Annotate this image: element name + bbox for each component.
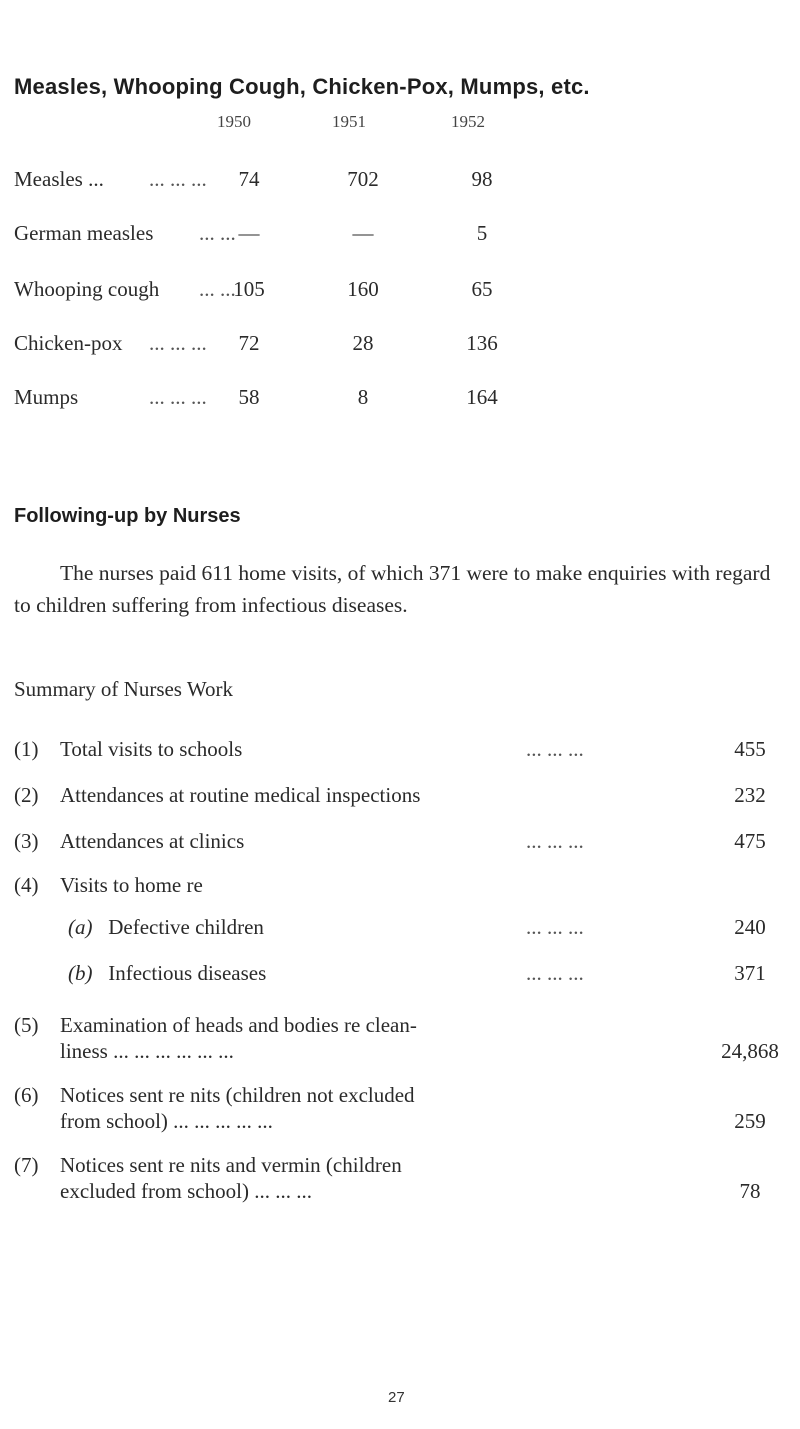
summary-heading: Summary of Nurses Work <box>14 677 233 701</box>
leader-dots: ... ... <box>199 221 236 245</box>
year-header-1952: 1952 <box>451 112 485 131</box>
leader-dots: ... ... ... <box>526 737 584 761</box>
item-value: 455 <box>734 737 766 761</box>
item-value: 371 <box>734 961 766 985</box>
page-number: 27 <box>388 1389 405 1406</box>
item-label: Examination of heads and bodies re clean- <box>60 1013 417 1037</box>
leader-dots: ... ... ... <box>526 829 584 853</box>
item-label: Total visits to schools <box>60 737 243 761</box>
sub-item-letter: (b) <box>68 961 93 985</box>
value-1951: 702 <box>347 167 379 191</box>
value-1951: 160 <box>347 277 379 301</box>
table-row <box>14 385 794 415</box>
value-1950: 105 <box>233 277 265 301</box>
disease-label: Whooping cough <box>14 277 160 301</box>
sub-item <box>68 915 264 940</box>
value-1952: 5 <box>476 221 488 245</box>
disease-label: German measles <box>14 221 154 245</box>
item-label: Attendances at clinics <box>60 829 245 853</box>
sub-item-label: Infectious diseases <box>108 961 267 985</box>
item-label-continued: liness ... ... ... ... ... ... <box>60 1039 234 1063</box>
value-1952: 65 <box>471 277 493 301</box>
item-label: Visits to home re <box>60 873 203 897</box>
item-label-continued: from school) ... ... ... ... ... <box>60 1109 273 1133</box>
item-value: 24,868 <box>721 1039 779 1063</box>
item-value: 232 <box>734 783 766 807</box>
table-row <box>14 167 794 197</box>
value-1950: 58 <box>238 385 260 409</box>
value-1951: 28 <box>352 331 374 355</box>
item-number: (1) <box>14 737 39 761</box>
item-label: Notices sent re nits (children not excluded <box>60 1083 415 1107</box>
item-label-continued: excluded from school) ... ... ... <box>60 1179 312 1203</box>
value-1952: 98 <box>471 167 493 191</box>
value-1951: — <box>352 221 374 245</box>
item-number: (6) <box>14 1083 39 1107</box>
value-1951: 8 <box>357 385 369 409</box>
item-value: 78 <box>739 1179 761 1203</box>
item-number: (4) <box>14 873 39 897</box>
table-row <box>14 277 794 307</box>
leader-dots: ... ... ... <box>149 167 207 191</box>
leader-dots: ... ... ... <box>526 915 584 939</box>
year-header-1951: 1951 <box>332 112 366 131</box>
disease-label: Chicken-pox <box>14 331 123 355</box>
leader-dots: ... ... ... <box>149 385 207 409</box>
item-number: (5) <box>14 1013 39 1037</box>
page-title: Measles, Whooping Cough, Chicken-Pox, Mumps, etc. <box>14 74 590 99</box>
leader-dots: ... ... ... <box>526 961 584 985</box>
leader-dots: ... ... ... <box>149 331 207 355</box>
table-row <box>14 221 794 251</box>
item-number: (2) <box>14 783 39 807</box>
item-label: Notices sent re nits and vermin (children <box>60 1153 402 1177</box>
value-1952: 164 <box>466 385 498 409</box>
item-number: (3) <box>14 829 39 853</box>
disease-label: Mumps <box>14 385 79 409</box>
following-up-heading: Following-up by Nurses <box>14 505 241 527</box>
item-value: 475 <box>734 829 766 853</box>
sub-item-label: Defective children <box>108 915 264 939</box>
leader-dots: ... ... <box>199 277 236 301</box>
value-1950: — <box>238 221 260 245</box>
sub-item <box>68 961 266 986</box>
following-up-paragraph: The nurses paid 611 home visits, of which 371 were to make enquiries with regard to children suffering from infectious diseases. <box>14 561 771 617</box>
item-label: Attendances at routine medical inspections <box>60 783 421 807</box>
item-value: 259 <box>734 1109 766 1133</box>
sub-item-letter: (a) <box>68 915 93 939</box>
value-1952: 136 <box>466 331 498 355</box>
value-1950: 74 <box>238 167 260 191</box>
item-value: 240 <box>734 915 766 939</box>
table-row <box>14 331 794 361</box>
disease-label: Measles ... <box>14 167 104 191</box>
value-1950: 72 <box>238 331 260 355</box>
year-header-1950: 1950 <box>217 112 251 131</box>
item-number: (7) <box>14 1153 39 1177</box>
